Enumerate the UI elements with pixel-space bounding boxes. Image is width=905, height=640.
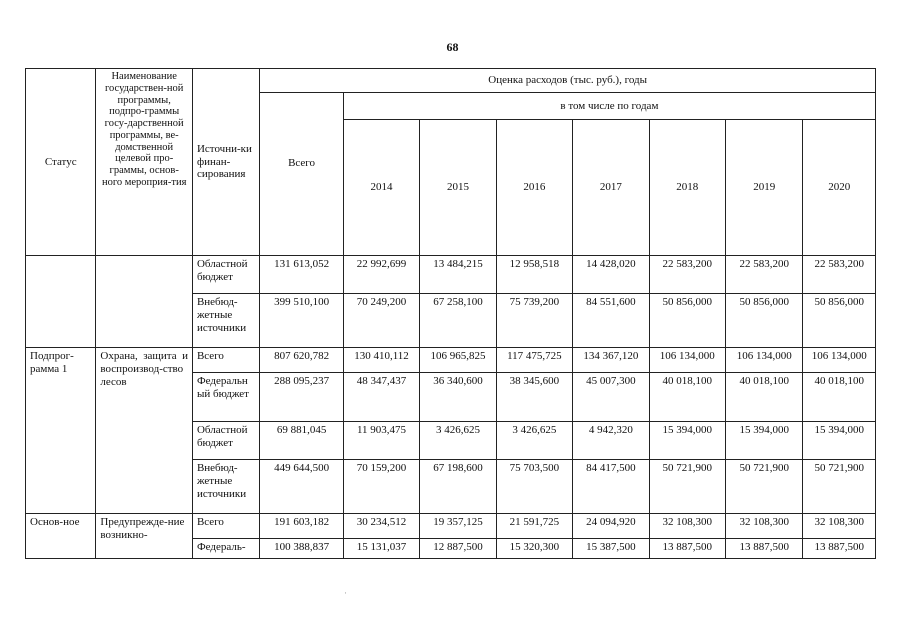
value-cell: 134 367,120 [573, 348, 649, 373]
value-cell: 24 094,920 [573, 514, 649, 539]
value-cell: 130 410,112 [343, 348, 419, 373]
value-cell: 50 856,000 [725, 294, 802, 348]
page-number: 68 [446, 40, 459, 54]
value-cell: 45 007,300 [573, 373, 649, 422]
value-cell: 106 134,000 [725, 348, 802, 373]
value-cell: 3 426,625 [496, 422, 572, 460]
header-estimate: Оценка расходов (тыс. руб.), годы [260, 69, 876, 93]
value-cell: 40 018,100 [803, 373, 876, 422]
value-cell: 48 347,437 [343, 373, 419, 422]
total-cell: 191 603,182 [260, 514, 343, 539]
total-cell: 399 510,100 [260, 294, 343, 348]
status-cell: Основ-ное [26, 514, 96, 559]
value-cell: 11 903,475 [343, 422, 419, 460]
scan-mark: · [344, 588, 347, 598]
value-cell: 50 721,900 [649, 460, 725, 514]
value-cell: 30 234,512 [343, 514, 419, 539]
value-cell: 15 394,000 [649, 422, 725, 460]
value-cell: 36 340,600 [420, 373, 496, 422]
value-cell: 22 583,200 [725, 256, 802, 294]
budget-table [25, 68, 876, 559]
total-cell: 69 881,045 [260, 422, 343, 460]
name-cell: Охрана, защита и воспроизвод-ство лесов [96, 348, 193, 514]
source-cell: Всего [192, 348, 259, 373]
table-row [26, 256, 876, 294]
value-cell: 38 345,600 [496, 373, 572, 422]
header-source: Источни-ки финан-сирования [192, 69, 259, 256]
header-year: 2020 [803, 120, 876, 256]
source-cell: Всего [192, 514, 259, 539]
total-cell: 131 613,052 [260, 256, 343, 294]
total-cell: 288 095,237 [260, 373, 343, 422]
source-cell: Областной бюджет [192, 256, 259, 294]
total-cell: 449 644,500 [260, 460, 343, 514]
value-cell: 12 958,518 [496, 256, 572, 294]
value-cell: 15 387,500 [573, 539, 649, 559]
value-cell: 21 591,725 [496, 514, 572, 539]
status-cell: Подпрог-рамма 1 [26, 348, 96, 514]
value-cell: 75 703,500 [496, 460, 572, 514]
status-cell [26, 256, 96, 348]
name-cell: Предупрежде-ние возникно- [96, 514, 193, 559]
value-cell: 4 942,320 [573, 422, 649, 460]
value-cell: 13 887,500 [649, 539, 725, 559]
value-cell: 15 131,037 [343, 539, 419, 559]
value-cell: 32 108,300 [803, 514, 876, 539]
value-cell: 50 856,000 [803, 294, 876, 348]
value-cell: 70 249,200 [343, 294, 419, 348]
source-cell: Внебюд-жетные источники [192, 294, 259, 348]
value-cell: 22 583,200 [649, 256, 725, 294]
value-cell: 19 357,125 [420, 514, 496, 539]
value-cell: 106 965,825 [420, 348, 496, 373]
value-cell: 13 887,500 [803, 539, 876, 559]
header-total: Всего [260, 93, 343, 256]
header-year: 2014 [343, 120, 419, 256]
value-cell: 15 394,000 [725, 422, 802, 460]
table-row [26, 348, 876, 373]
header-name: Наименование государствен-ной программы, подпро-граммы госу-дарственной программы, ве-домственной целевой про-граммы, основ-ного мероприя-тия [96, 69, 193, 256]
header-status: Статус [26, 69, 96, 256]
source-cell: Областной бюджет [192, 422, 259, 460]
value-cell: 15 320,300 [496, 539, 572, 559]
header-year: 2017 [573, 120, 649, 256]
value-cell: 106 134,000 [803, 348, 876, 373]
source-cell: Федераль- [192, 539, 259, 559]
value-cell: 50 721,900 [803, 460, 876, 514]
header-year: 2015 [420, 120, 496, 256]
value-cell: 75 739,200 [496, 294, 572, 348]
value-cell: 106 134,000 [649, 348, 725, 373]
value-cell: 50 856,000 [649, 294, 725, 348]
value-cell: 84 551,600 [573, 294, 649, 348]
value-cell: 67 258,100 [420, 294, 496, 348]
value-cell: 13 484,215 [420, 256, 496, 294]
header-year: 2016 [496, 120, 572, 256]
value-cell: 32 108,300 [725, 514, 802, 539]
value-cell: 22 992,699 [343, 256, 419, 294]
table-row [26, 514, 876, 539]
value-cell: 50 721,900 [725, 460, 802, 514]
value-cell: 3 426,625 [420, 422, 496, 460]
name-cell [96, 256, 193, 348]
value-cell: 70 159,200 [343, 460, 419, 514]
value-cell: 15 394,000 [803, 422, 876, 460]
value-cell: 22 583,200 [803, 256, 876, 294]
value-cell: 12 887,500 [420, 539, 496, 559]
value-cell: 117 475,725 [496, 348, 572, 373]
value-cell: 40 018,100 [649, 373, 725, 422]
header-by-years: в том числе по годам [343, 93, 875, 120]
total-cell: 100 388,837 [260, 539, 343, 559]
header-row-estimate [26, 69, 876, 93]
value-cell: 13 887,500 [725, 539, 802, 559]
value-cell: 32 108,300 [649, 514, 725, 539]
total-cell: 807 620,782 [260, 348, 343, 373]
value-cell: 84 417,500 [573, 460, 649, 514]
header-year: 2018 [649, 120, 725, 256]
source-cell: Федеральн ый бюджет [192, 373, 259, 422]
source-cell: Внебюд-жетные источники [192, 460, 259, 514]
value-cell: 14 428,020 [573, 256, 649, 294]
value-cell: 67 198,600 [420, 460, 496, 514]
header-year: 2019 [725, 120, 802, 256]
value-cell: 40 018,100 [725, 373, 802, 422]
